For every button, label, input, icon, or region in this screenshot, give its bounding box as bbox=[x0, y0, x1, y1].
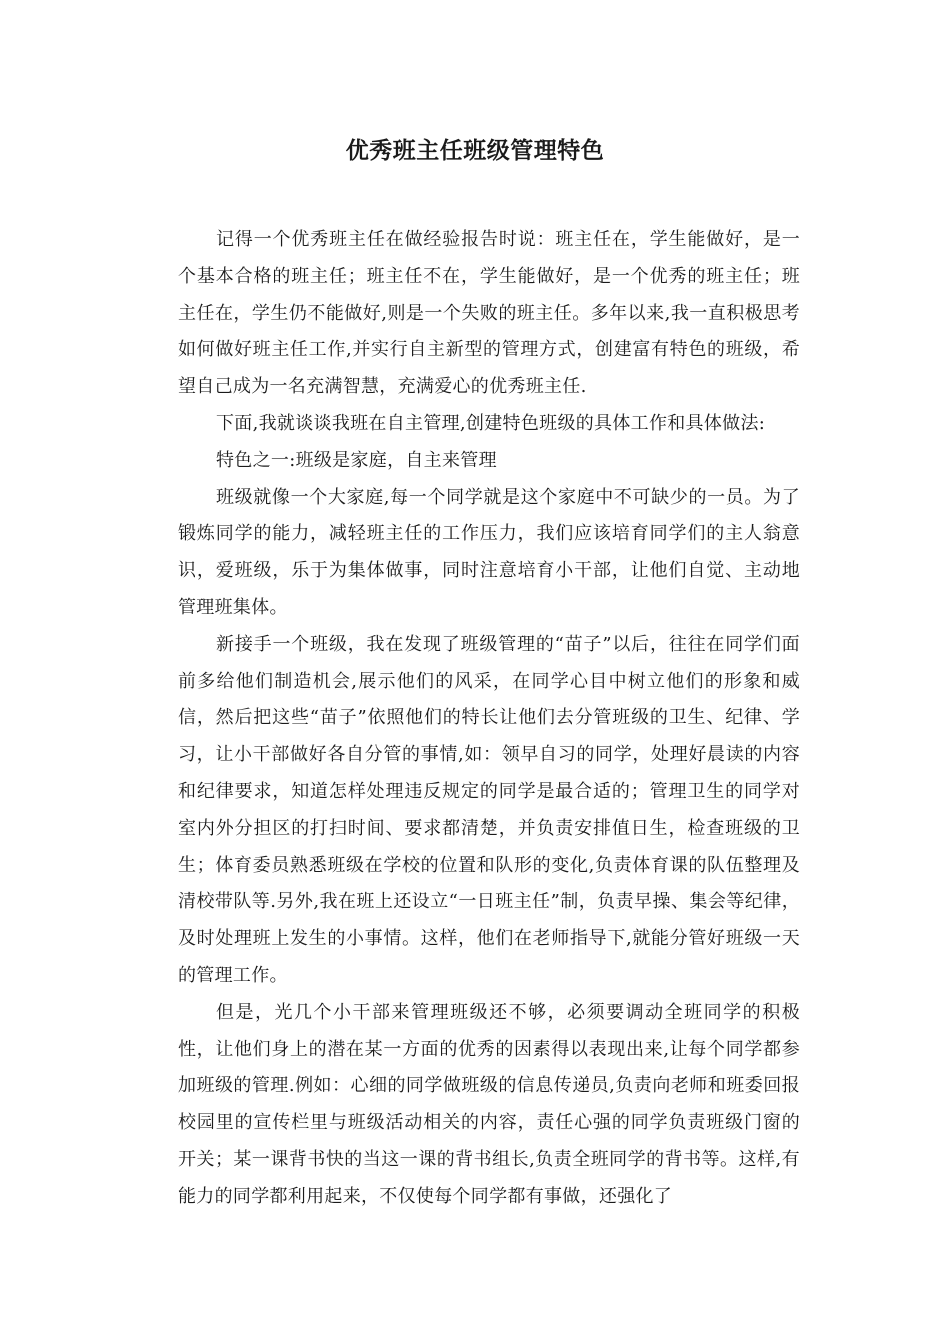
paragraph-class-family: 班级就像一个大家庭,每一个同学就是这个家庭中不可缺少的一员。为了锻炼同学的能力，减轻班主任的工作压力，我们应该培育同学们的主人翁意识，爱班级，乐于为集体做事，同时注意培育小干部，让他们自觉、主动地管理班集体。 bbox=[178, 486, 800, 618]
document-body bbox=[178, 222, 800, 1216]
paragraph-intro: 记得一个优秀班主任在做经验报告时说：班主任在，学生能做好，是一个基本合格的班主任；班主任不在，学生能做好，是一个优秀的班主任；班主任在，学生仍不能做好,则是一个失败的班主任。多年以来,我一直积极思考如何做好班主任工作,并实行自主新型的管理方式，创建富有特色的班级，希望自己成为一名充满智慧，充满爱心的优秀班主任. bbox=[178, 229, 800, 398]
paragraph-new-class: 新接手一个班级，我在发现了班级管理的“苗子”以后，往往在同学们面前多给他们制造机会,展示他们的风采，在同学心目中树立他们的形象和威信，然后把这些“苗子”依照他们的特长让他们去分管班级的卫生、纪律、学习，让小干部做好各自分管的事情,如：领早自习的同学，处理好晨读的内容和纪律要求，知道怎样处理违反规定的同学是最合适的；管理卫生的同学对室内外分担区的打扫时间、要求都清楚，并负责安排值日生，检查班级的卫生；体育委员熟悉班级在学校的位置和队形的变化,负责体育课的队伍整理及清校带队等.另外,我在班上还设立“一日班主任”制，负责早操、集会等纪律，及时处理班上发生的小事情。这样，他们在老师指导下,就能分管好班级一天的管理工作。 bbox=[178, 633, 800, 986]
document-title: 优秀班主任班级管理特色 bbox=[345, 138, 605, 164]
paragraph-all-students: 但是，光几个小干部来管理班级还不够，必须要调动全班同学的积极性，让他们身上的潜在某一方面的优秀的因素得以表现出来,让每个同学都参加班级的管理.例如：心细的同学做班级的信息传递员,负责向老师和班委回报校园里的宣传栏里与班级活动相关的内容，责任心强的同学负责班级门窗的开关；某一课背书快的当这一课的背书组长,负责全班同学的背书等。这样,有能力的同学都利用起来，不仅使每个同学都有事做，还强化了 bbox=[178, 1001, 800, 1207]
section-heading: 特色之一:班级是家庭，自主来管理 bbox=[216, 449, 497, 471]
paragraph-lead-in: 下面,我就谈谈我班在自主管理,创建特色班级的具体工作和具体做法: bbox=[216, 412, 766, 434]
